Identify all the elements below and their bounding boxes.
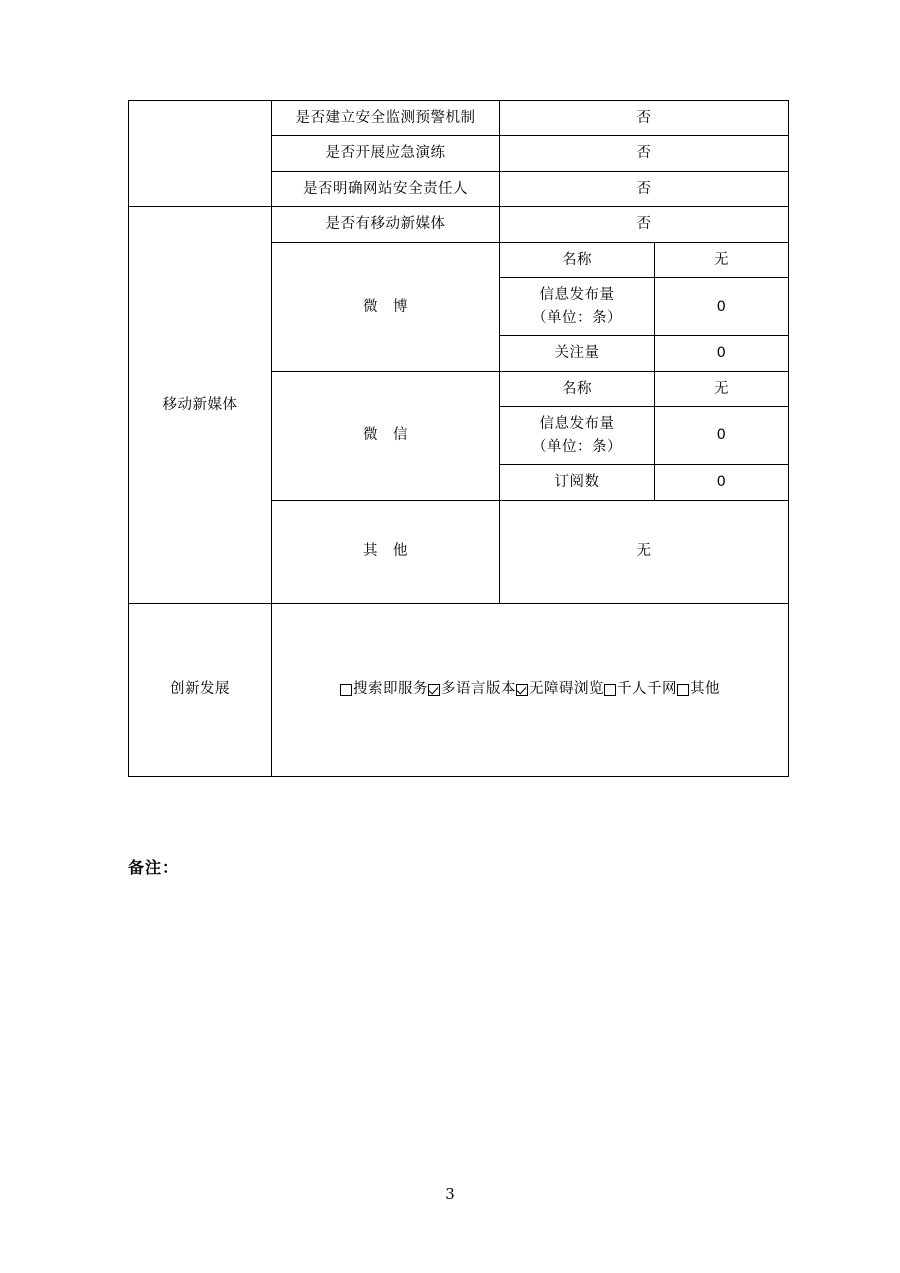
other-media-value: 无 (500, 500, 789, 603)
table-row (129, 207, 789, 242)
security-answer-1: 否 (500, 101, 789, 136)
weibo-label: 微 博 (272, 242, 500, 371)
security-question-1: 是否建立安全监测预警机制 (272, 101, 500, 136)
weixin-name-label: 名称 (500, 371, 655, 406)
checkbox-icon[interactable] (604, 684, 616, 696)
checkbox-icon[interactable] (677, 684, 689, 696)
security-answer-3: 否 (500, 171, 789, 206)
weibo-followers-value: 0 (655, 336, 789, 371)
weixin-publish-count-label (500, 407, 655, 465)
weixin-publish-count-value: 0 (655, 407, 789, 465)
weixin-name-value: 无 (655, 371, 789, 406)
innovation-checkbox-group (276, 678, 784, 700)
weibo-publish-count-label-line1: 信息发布量 (539, 287, 615, 304)
table-row (129, 603, 789, 776)
innovation-option-accessibility[interactable] (516, 678, 604, 700)
page-number: 3 (445, 1185, 455, 1203)
security-question-2: 是否开展应急演练 (272, 136, 500, 171)
innovation-options-cell (272, 603, 789, 776)
innovation-option-personalized[interactable] (604, 678, 677, 700)
security-answer-2: 否 (500, 136, 789, 171)
weixin-publish-count-label-line2: （单位：条） (532, 438, 622, 455)
weibo-name-value: 无 (655, 242, 789, 277)
remark-label: 备注： (128, 858, 180, 877)
weibo-publish-count-label (500, 278, 655, 336)
weixin-label: 微 信 (272, 371, 500, 500)
checkbox-icon[interactable] (340, 684, 352, 696)
innovation-option-other[interactable] (677, 678, 720, 700)
other-media-label: 其 他 (272, 500, 500, 603)
innovation-option-label: 其他 (690, 681, 720, 698)
innovation-option-label: 无障碍浏览 (529, 681, 604, 698)
weibo-publish-count-label-line2: （单位：条） (532, 309, 622, 326)
weibo-followers-label: 关注量 (500, 336, 655, 371)
weixin-subscribers-label: 订阅数 (500, 465, 655, 500)
website-report-table (128, 100, 789, 777)
checkbox-checked-icon[interactable] (428, 684, 440, 696)
table-row (129, 101, 789, 136)
weixin-subscribers-value: 0 (655, 465, 789, 500)
innovation-option-label: 搜索即服务 (353, 681, 428, 698)
innovation-option-label: 多语言版本 (441, 681, 516, 698)
security-question-3: 是否明确网站安全责任人 (272, 171, 500, 206)
weibo-publish-count-value: 0 (655, 278, 789, 336)
innovation-option-multilingual[interactable] (428, 678, 516, 700)
security-section-label (129, 101, 272, 207)
innovation-option-search-as-service[interactable] (340, 678, 428, 700)
weixin-publish-count-label-line1: 信息发布量 (539, 416, 615, 433)
has-mobile-media-question: 是否有移动新媒体 (272, 207, 500, 242)
has-mobile-media-answer: 否 (500, 207, 789, 242)
innovation-option-label: 千人千网 (617, 681, 677, 698)
checkbox-checked-icon[interactable] (516, 684, 528, 696)
mobile-media-section-label: 移动新媒体 (129, 207, 272, 603)
innovation-label: 创新发展 (129, 603, 272, 776)
weibo-name-label: 名称 (500, 242, 655, 277)
